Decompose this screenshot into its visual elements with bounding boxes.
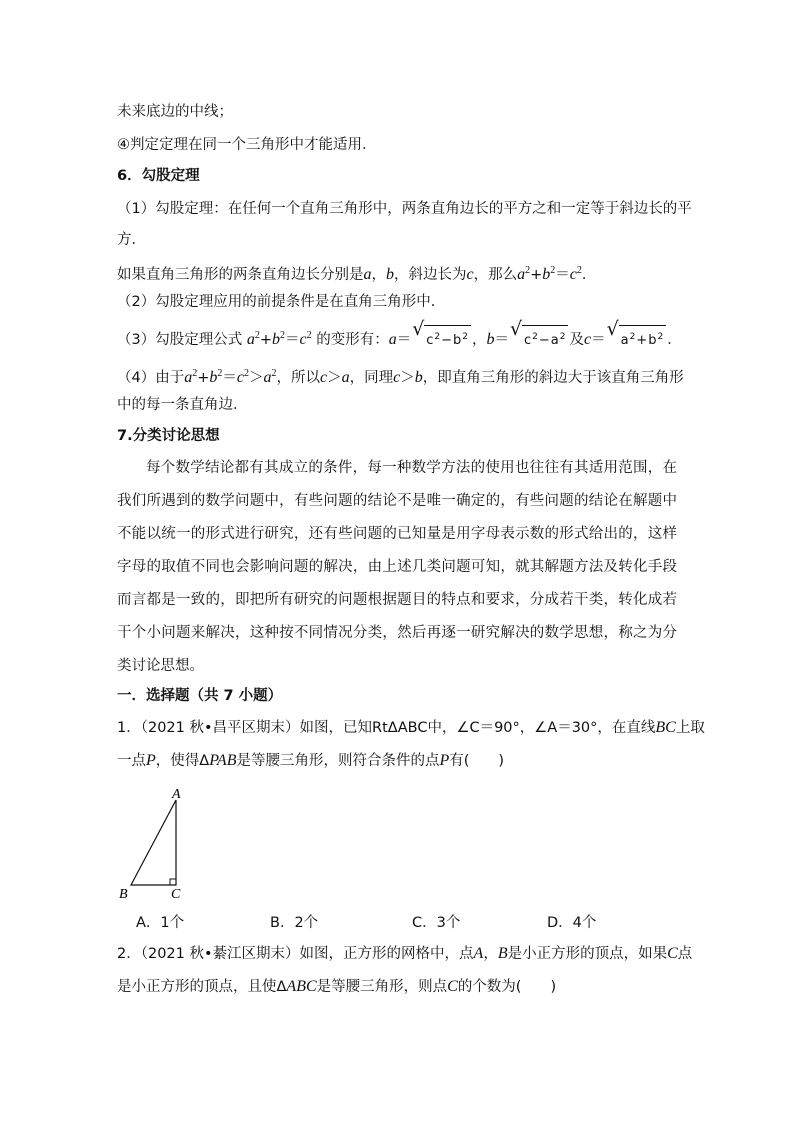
vertex-label-c: C (171, 887, 181, 902)
var-a: a (341, 369, 350, 386)
text-span: （3）勾股定理公式 (117, 332, 243, 348)
pythagorean-formula-line (117, 261, 596, 285)
exercise-section-heading: 一．选择题（共 7 小题） (117, 688, 283, 704)
plus-sign: + (530, 267, 543, 283)
text-span: 有( ) (449, 753, 505, 769)
text-span: −a (538, 333, 560, 348)
text-span: 上取 (675, 720, 705, 736)
var-c: c (583, 331, 592, 348)
var-a-point: A (473, 945, 484, 962)
eq-c: c (299, 331, 307, 348)
eq-b: b (542, 266, 551, 283)
plus-sign: + (197, 370, 210, 386)
text-span: ． (581, 267, 597, 283)
question-1-line-1 (117, 718, 705, 738)
text-span: ，即直角三角形的斜边大于该直角三角形 (422, 370, 684, 386)
vertex-label-a: A (172, 787, 181, 802)
var-b: b (486, 331, 495, 348)
text-span: ． (667, 332, 682, 348)
eq-a: a (184, 369, 193, 386)
var-c: c (466, 266, 474, 283)
text-span: 2．（2021 秋•綦江区期末）如图，正方形的网格中，点 (117, 946, 474, 962)
right-angle-mark (170, 879, 176, 885)
exponent: 2 (629, 332, 637, 342)
plus-sign: + (259, 332, 272, 348)
text-span: a (620, 333, 630, 348)
text-span: −b (441, 333, 463, 348)
var-c-point: C (667, 945, 678, 962)
exponent: 2 (462, 332, 469, 342)
text-span: ，所以 (276, 370, 320, 386)
equals-sign: ＝ (555, 267, 570, 283)
text-span: 的变形有： (316, 332, 389, 348)
eq-a: a (246, 331, 255, 348)
exponent: 2 (280, 330, 285, 341)
exponent: 2 (434, 332, 442, 342)
var-p: P (146, 752, 156, 769)
exponent: 2 (525, 265, 531, 276)
pythagorean-statement-1: （1）勾股定理：在任何一个直角三角形中，两条直角边长的平方之和一定等于斜边长的平 (117, 201, 692, 217)
exponent: 2 (657, 332, 665, 342)
var-b-point: B (497, 945, 508, 962)
text-span: 是等腰三角形，则符合条件的点 (236, 753, 440, 769)
text-span: （4）由于 (117, 370, 185, 386)
text-span: 如果直角三角形的两条直角边长分别是 (117, 267, 364, 283)
option-a[interactable]: A．1个 (136, 915, 185, 931)
classification-paragraph: 每个数学结论都有其成立的条件，每一种数学方法的使用也往往有其适用范围，在我们所遇到的数学问题中，有些问题的结论不是唯一确定的，有些问题的结论在解题中不能以统一的形式进行研究，还有些问题的已知量是用字母表示数的形式给出的，这样字母的取值不同也会影响问题的解决，由上述几类问题可知，就其解题方法及转化手段而言都是一致的，即把所有研究的问题根据题目的特点和要求，分成若干类，转化成若干个小问题来解决，这种按不同情况分类，然后再逐一研究解决的数学思想，称之为分类讨论思想。 (117, 460, 677, 674)
eq-b: b (209, 369, 218, 386)
eq-c: c (569, 266, 577, 283)
eq-c: c (236, 369, 244, 386)
var-b: b (386, 266, 394, 283)
section-heading-classification: 7.分类讨论思想 (117, 428, 220, 444)
text-span: ，斜边长为 (394, 267, 467, 283)
question-2-line-1 (117, 944, 692, 964)
text-span: ， (371, 267, 386, 283)
text-span: 的个数为( ) (457, 979, 557, 995)
equals-sign: ＝ (285, 332, 300, 348)
text-span: 1．（2021 秋•昌平区期末）如图，已知RtΔABC中，∠C＝90°，∠A＝30°，在直线 (117, 720, 656, 736)
exponent: 2 (244, 368, 249, 379)
text-span: 一点 (117, 753, 146, 769)
gt-sign: ＞ (400, 370, 415, 386)
text-span: +b (636, 333, 658, 348)
pythagorean-statement-1-end: 方． (117, 232, 146, 248)
vertex-label-b: B (119, 887, 128, 902)
text-span: 是小正方形的顶点，且使Δ (117, 979, 287, 995)
question-2-line-2 (117, 977, 556, 997)
exponent: 2 (306, 330, 312, 341)
sqrt-c2-minus-b2: √ $c^2-b^2$ (412, 325, 471, 351)
equals-sign: ＝ (591, 332, 606, 348)
text-span: 是小正方形的顶点，如果 (507, 946, 668, 962)
exponent: 2 (559, 332, 567, 342)
gt-sign: ＞ (249, 370, 264, 386)
var-a: a (388, 331, 397, 348)
equals-sign: ＝ (396, 332, 412, 348)
text-line-theorem-note: ④判定定理在同一个三角形中才能适用． (117, 137, 377, 153)
var-b: b (414, 369, 423, 386)
text-span: 及 (569, 332, 584, 348)
equals-sign: ＝ (494, 332, 509, 348)
text-span: ， (472, 332, 487, 348)
text-span: ， (483, 946, 498, 962)
var-pab: PAB (209, 752, 237, 769)
exponent: 2 (271, 368, 277, 379)
exponent: 2 (217, 368, 223, 379)
pythagorean-variants-line (117, 318, 682, 351)
eq-a: a (263, 369, 272, 386)
var-p: P (439, 752, 450, 769)
section-heading-pythagorean: 6．勾股定理 (117, 168, 200, 184)
sqrt-a2-plus-b2: √ $a^2+b^2$ (607, 325, 667, 351)
option-d[interactable]: D．4个 (547, 915, 597, 931)
var-c: c (320, 369, 328, 386)
gt-sign: ＞ (327, 370, 342, 386)
option-b[interactable]: B．2个 (270, 915, 319, 931)
exponent: 2 (576, 265, 582, 276)
text-span: ，那么 (473, 267, 518, 283)
eq-b: b (272, 331, 280, 348)
hypotenuse-property-end: 中的每一条直角边． (117, 397, 248, 413)
right-triangle-figure (113, 784, 203, 904)
text-span: 是等腰三角形，则点 (316, 979, 448, 995)
exponent: 2 (550, 265, 556, 276)
pythagorean-condition: （2）勾股定理应用的前提条件是在直角三角形中． (117, 294, 446, 310)
triangle-abc (131, 800, 176, 885)
text-span: ，使得Δ (155, 753, 210, 769)
exponent: 2 (192, 368, 198, 379)
eq-a: a (517, 266, 526, 283)
text-line-median: 未来底边的中线； (117, 104, 233, 120)
text-span: 点 (677, 946, 693, 962)
sqrt-c2-minus-a2: √ $c^2-a^2$ (510, 325, 568, 351)
exponent: 2 (254, 330, 260, 341)
var-a: a (363, 266, 372, 283)
text-span: c (524, 333, 533, 348)
option-c[interactable]: C．3个 (412, 915, 461, 931)
text-span: ，同理 (349, 370, 394, 386)
equals-sign: ＝ (222, 370, 237, 386)
question-1-line-2 (117, 751, 504, 771)
hypotenuse-property-line (117, 364, 684, 388)
var-bc: BC (655, 719, 676, 736)
var-abc: ABC (286, 978, 317, 995)
var-c: c (393, 369, 401, 386)
text-span: c (426, 333, 435, 348)
exponent: 2 (532, 332, 539, 342)
var-c-point: C (447, 978, 458, 995)
